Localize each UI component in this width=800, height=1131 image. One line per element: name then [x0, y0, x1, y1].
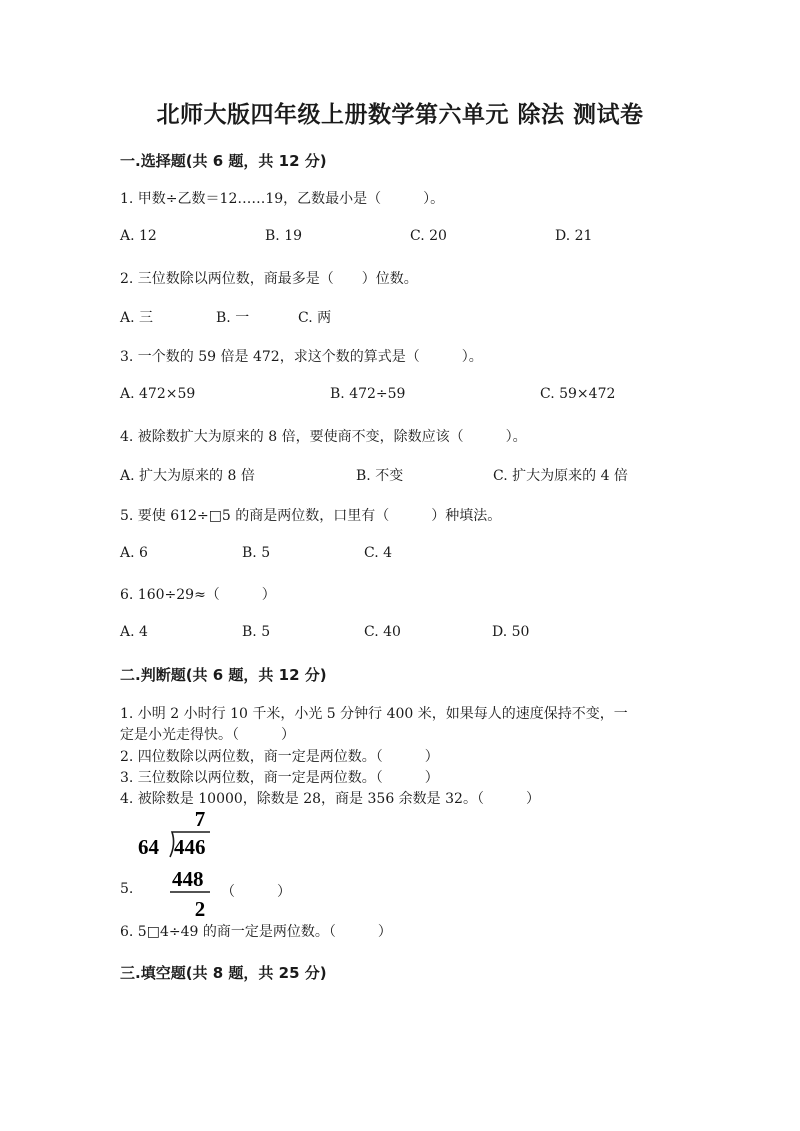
option: B. 19 [265, 228, 303, 244]
question-text: 1. 小明 2 小时行 10 千米，小光 5 分钟行 400 米，如果每人的速度保持不变，一 [120, 706, 628, 722]
option: B. 472÷59 [330, 386, 406, 402]
question-text: 6. 160÷29≈（ ） [120, 587, 276, 603]
page-title: 北师大版四年级上册数学第六单元 除法 测试卷 [156, 102, 644, 128]
question-number: 5. [120, 881, 134, 897]
division-quotient: 7 [194, 810, 206, 831]
question-text: 1. 甲数÷乙数＝12……19，乙数最小是（ ）。 [120, 191, 445, 207]
option: D. 50 [492, 624, 530, 640]
section-heading-choice: 一.选择题(共 6 题，共 12 分) [120, 152, 327, 170]
question-text: 6. 5□4÷49 的商一定是两位数。（ ） [120, 924, 392, 940]
option: B. 5 [242, 545, 271, 561]
option: A. 三 [120, 310, 154, 326]
division-product: 448 [172, 867, 204, 891]
answer-blank: （ ） [221, 884, 291, 900]
question-text: 4. 被除数扩大为原来的 8 倍，要使商不变，除数应该（ ）。 [120, 429, 527, 445]
option: C. 59×472 [540, 386, 616, 402]
question-text: 3. 三位数除以两位数，商一定是两位数。（ ） [120, 770, 439, 786]
question-text: 4. 被除数是 10000，除数是 28，商是 356 余数是 32。（ ） [120, 791, 540, 807]
option: B. 5 [242, 624, 271, 640]
option: D. 21 [555, 228, 593, 244]
long-division-figure [134, 810, 224, 920]
question-text: 3. 一个数的 59 倍是 472，求这个数的算式是（ ）。 [120, 349, 483, 365]
question-text: 5. 要使 612÷□5 的商是两位数，口里有（ ）种填法。 [120, 508, 502, 524]
option: A. 472×59 [120, 386, 196, 402]
option: C. 两 [298, 310, 332, 326]
option: A. 4 [120, 624, 148, 640]
division-dividend: 446 [174, 835, 206, 859]
option: C. 20 [410, 228, 447, 244]
section-heading-judgment: 二.判断题(共 6 题，共 12 分) [120, 666, 327, 684]
option: A. 扩大为原来的 8 倍 [120, 468, 255, 484]
question-text: 定是小光走得快。（ ） [120, 727, 295, 743]
section-heading-fill: 三.填空题(共 8 题，共 25 分) [120, 964, 327, 982]
division-divisor: 64 [138, 835, 159, 859]
option: C. 4 [364, 545, 393, 561]
option: A. 6 [120, 545, 148, 561]
question-text: 2. 三位数除以两位数，商最多是（ ）位数。 [120, 271, 418, 287]
option: B. 不变 [356, 468, 404, 484]
division-remainder: 2 [194, 897, 206, 920]
option: C. 扩大为原来的 4 倍 [493, 468, 628, 484]
option: C. 40 [364, 624, 401, 640]
option: B. 一 [216, 310, 250, 326]
option: A. 12 [120, 228, 157, 244]
question-text: 2. 四位数除以两位数，商一定是两位数。（ ） [120, 749, 439, 765]
